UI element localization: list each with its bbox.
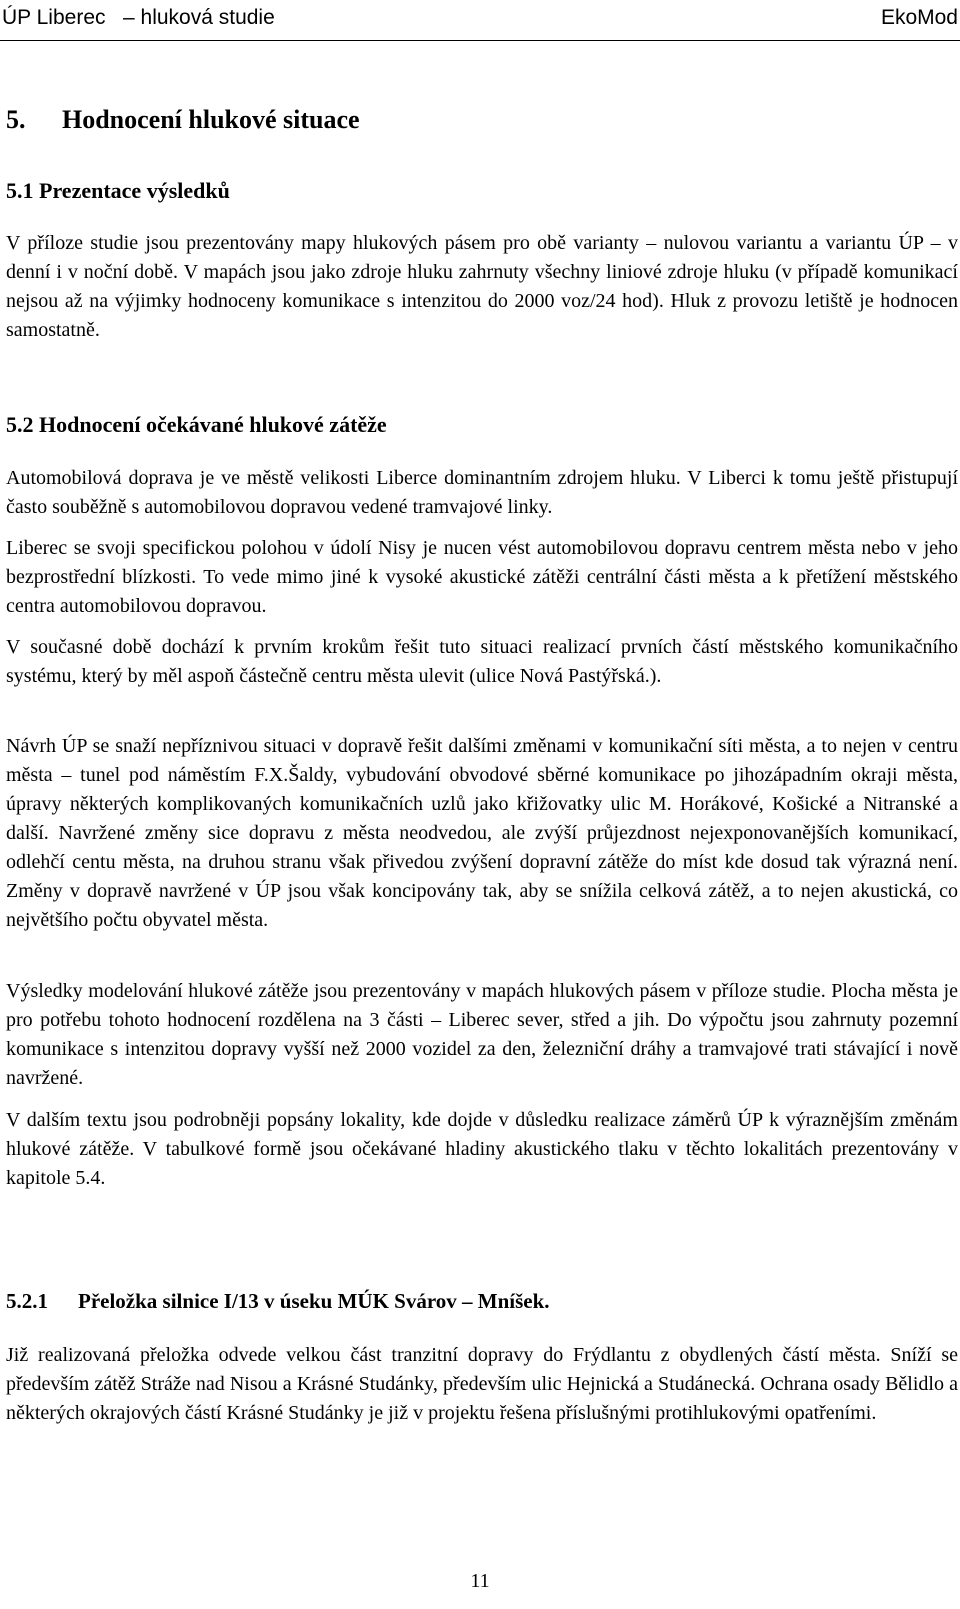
section-5-number: 5. [6, 105, 26, 134]
section-5-heading [6, 105, 360, 135]
page-number: 11 [470, 1570, 490, 1592]
section-5-2-paragraph-6: V dalším textu jsou podrobněji popsány lokality, kde dojde v důsledku realizace záměrů ÚP k výraznějším změnám hlukové zátěže. V tabulkové formě jsou očekávané hladiny akustického tlaku v těchto lokalitách prezentovány v kapitole 5.4. [6, 1109, 958, 1189]
section-5-2-paragraph-5: Výsledky modelování hlukové zátěže jsou prezentovány v mapách hlukových pásem v příloze studie. Plocha města je pro potřebu tohoto hodnocení rozdělena na 3 části – Liberec sever, střed a jih. Do výpočtu jsou zahrnuty pozemní komunikace s intenzitou dopravy vyšší než 2000 vozidel za den, železniční dráhy a tramvajové trati stávající i nově navržené. [6, 980, 958, 1089]
page-header [0, 0, 960, 41]
section-5-title: Hodnocení hlukové situace [62, 105, 360, 134]
section-5-2-paragraph-3: V současné době dochází k prvním krokům řešit tuto situaci realizací prvních částí městského komunikačního systému, který by měl aspoň částečně centru města ulevit (ulice Nová Pastýřská.). [6, 636, 958, 687]
section-5-2-paragraph-1: Automobilová doprava je ve městě velikosti Liberce dominantním zdrojem hluku. V Liberci k tomu ještě přistupují často souběžně s automobilovou dopravou vedené tramvajové linky. [6, 467, 958, 518]
header-document-title: ÚP Liberec – hluková studie [2, 6, 275, 29]
header-company-name: EkoMod [880, 6, 958, 29]
section-5-2-paragraph-4: Návrh ÚP se snaží nepříznivou situaci v dopravě řešit dalšími změnami v komunikační síti města, a to nejen v centru města – tunel pod náměstím F.X.Šaldy, vybudování obvodové sběrné komunikace po jihozápadním okraji města, úpravy některých komplikovaných komunikačních uzlů jako křižovatky ulic M. Horákové, Košické a Nitranské a další. Navržené změny sice dopravu z města neodvedou, ale zvýší průjezdnost nejexponovanějších komunikací, odlehčí centu města, na druhou stranu však přivedou zvýšení dopravní zátěže do míst kde dosud tak výrazná není. Změny v dopravě navržené v ÚP jsou však koncipovány tak, aby se snížila celková zátěž, a to nejen akustická, co největšího počtu obyvatel města. [6, 735, 958, 931]
section-5-2-1-paragraph: Již realizovaná přeložka odvede velkou část tranzitní dopravy do Frýdlantu z obydlených částí města. Sníží se především zátěž Stráže nad Nisou a Krásné Studánky, především ulic Hejnická a Studánecká. Ochrana osady Bělidlo a některých okrajových částí Krásné Studánky je již v projektu řešena příslušnými protihlukovými opatřeními. [6, 1344, 958, 1424]
section-5-2-heading: 5.2 Hodnocení očekávané hlukové zátěže [6, 412, 387, 437]
section-5-2-1-heading [6, 1289, 550, 1314]
section-5-1-paragraph: V příloze studie jsou prezentovány mapy hlukových pásem pro obě varianty – nulovou variantu a variantu ÚP – v denní i v noční době. V mapách jsou jako zdroje hluku zahrnuty všechny liniové zdroje hluku (v případě komunikací nejsou až na výjimky hodnoceny komunikace s intenzitou do 2000 voz/24 hod). Hluk z provozu letiště je hodnocen samostatně. [6, 232, 958, 341]
section-5-2-1-title: Přeložka silnice I/13 v úseku MÚK Svárov – Mníšek. [78, 1289, 550, 1313]
section-5-2-paragraph-2: Liberec se svoji specifickou polohou v údolí Nisy je nucen vést automobilovou dopravu centrem města nebo v jeho bezprostřední blízkosti. To vede mimo jiné k vysoké akustické zátěži centrální části města a k přetížení městského centra automobilovou dopravou. [6, 537, 958, 617]
section-5-2-1-number: 5.2.1 [6, 1289, 48, 1313]
section-5-1-heading: 5.1 Prezentace výsledků [6, 178, 230, 203]
